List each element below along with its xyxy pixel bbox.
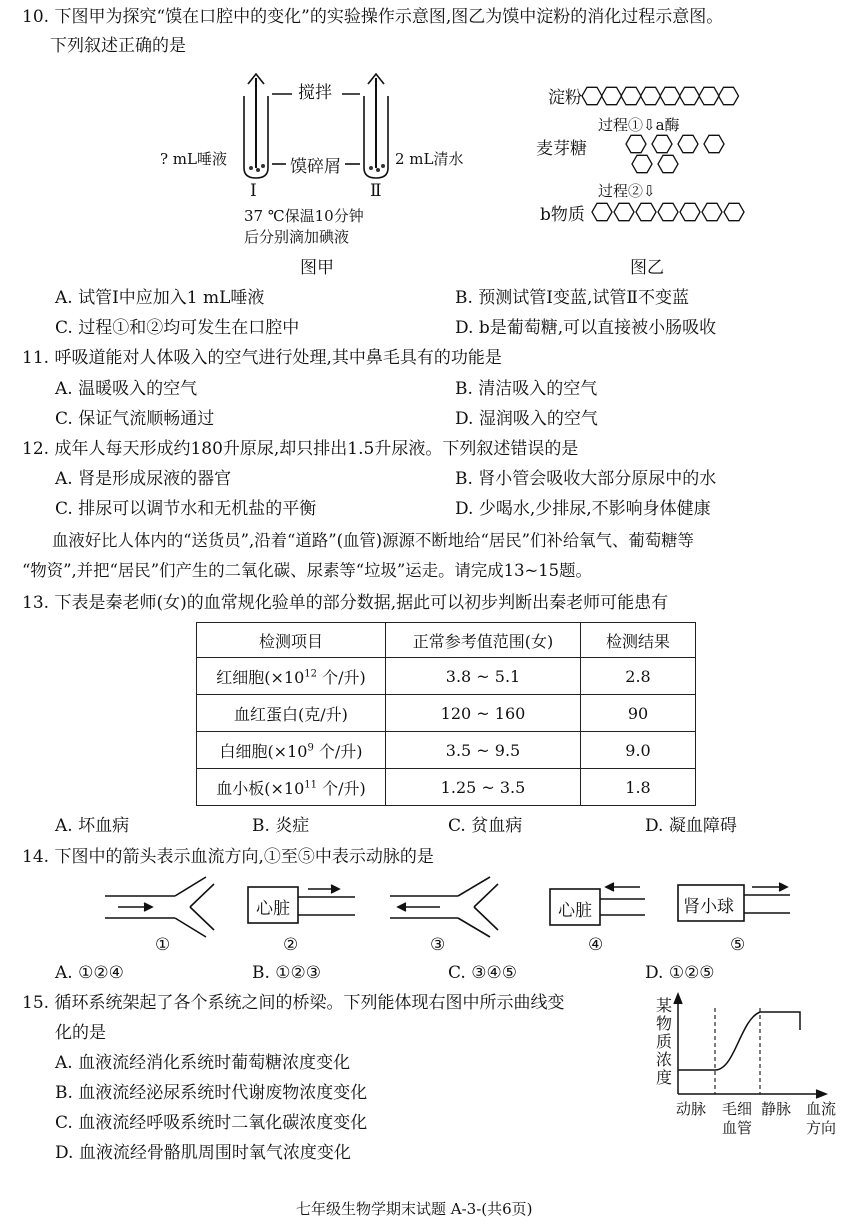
fig1-note-line1: 37 ℃保温10分钟 bbox=[244, 207, 364, 225]
q13-option-b[interactable]: B. 炎症 bbox=[252, 816, 310, 836]
table-cell-item: 血小板($\times 10^{11}$ 个/升) bbox=[197, 769, 386, 806]
fig1-note-line2: 后分别滴加碘液 bbox=[244, 228, 350, 246]
glucose-unit-hexagon bbox=[680, 203, 700, 220]
fig2-b-substance-label: b物质 bbox=[540, 205, 585, 225]
table-cell-range: 3.5 ~ 9.5 bbox=[386, 732, 581, 769]
graph-x-direction-line1: 血流 bbox=[806, 1100, 837, 1118]
table-cell-result: 1.8 bbox=[581, 769, 696, 806]
graph-y-label: 某 物 质 浓 度 bbox=[656, 996, 673, 1087]
graph-x-direction-line2: 方向 bbox=[806, 1119, 837, 1137]
fig2-caption: 图乙 bbox=[630, 258, 664, 278]
q14-option-d[interactable]: D. ①②⑤ bbox=[645, 963, 715, 983]
table-cell-item: 白细胞($\times 10^9$ 个/升) bbox=[197, 732, 386, 769]
diagram-label-2: ② bbox=[283, 935, 299, 955]
glucose-unit-hexagon bbox=[719, 87, 739, 104]
glucose-unit-hexagon bbox=[602, 87, 622, 104]
intro-passage-line1: 血液好比人体内的“送货员”,沿着“道路”(血管)源源不断地给“居民”们补给氧气、葡萄糖等 bbox=[52, 531, 694, 550]
heart-label-4: 心脏 bbox=[558, 901, 592, 921]
table-cell-item: 血红蛋白(克/升) bbox=[197, 695, 386, 732]
q11-option-b[interactable]: B. 清洁吸入的空气 bbox=[455, 379, 598, 399]
q14-option-b[interactable]: B. ①②③ bbox=[252, 963, 322, 983]
glucose-unit-hexagon bbox=[704, 135, 724, 152]
q15-option-b[interactable]: B. 血液流经泌尿系统时代谢废物浓度变化 bbox=[55, 1083, 368, 1103]
table-header: 正常参考值范围(女) bbox=[386, 623, 581, 658]
q14-stem: 14. 下图中的箭头表示血流方向,①至⑤中表示动脉的是 bbox=[22, 847, 434, 867]
table-header-row bbox=[197, 623, 696, 658]
q13-option-c[interactable]: C. 贫血病 bbox=[448, 816, 523, 836]
glucose-unit-hexagon bbox=[702, 203, 722, 220]
q13-option-a[interactable]: A. 坏血病 bbox=[55, 816, 130, 836]
q15-stem-line2: 化的是 bbox=[55, 1023, 106, 1043]
table-row bbox=[197, 695, 696, 732]
q10-option-b[interactable]: B. 预测试管Ⅰ变蓝,试管Ⅱ不变蓝 bbox=[455, 288, 689, 308]
fig1-stir-label: 搅拌 bbox=[298, 83, 332, 103]
fig1-tube2-label: Ⅱ bbox=[370, 181, 382, 201]
heart-label-2: 心脏 bbox=[256, 899, 290, 919]
q15-option-c[interactable]: C. 血液流经呼吸系统时二氧化碳浓度变化 bbox=[55, 1113, 368, 1133]
glucose-unit-hexagon bbox=[680, 87, 700, 104]
blood-test-table bbox=[196, 622, 696, 806]
q15-stem-line1: 15. 循环系统架起了各个系统之间的桥梁。下列能体现右图中所示曲线变 bbox=[22, 993, 565, 1013]
q11-stem: 11. 呼吸道能对人体吸入的空气进行处理,其中鼻毛具有的功能是 bbox=[22, 348, 502, 368]
fig1-crumbs-label: 馍碎屑 bbox=[290, 157, 341, 177]
table-cell-range: 3.8 ~ 5.1 bbox=[386, 658, 581, 695]
fig1-caption: 图甲 bbox=[300, 258, 334, 278]
glomerulus-label: 肾小球 bbox=[683, 897, 734, 917]
table-cell-item: 红细胞($\times 10^{12}$ 个/升) bbox=[197, 658, 386, 695]
glucose-unit-hexagon bbox=[660, 87, 680, 104]
table-row bbox=[197, 658, 696, 695]
fig1-saliva-label: ? mL唾液 bbox=[160, 150, 227, 168]
table-row bbox=[197, 732, 696, 769]
table-cell-range: 1.25 ~ 3.5 bbox=[386, 769, 581, 806]
table-cell-result: 9.0 bbox=[581, 732, 696, 769]
q14-option-c[interactable]: C. ③④⑤ bbox=[448, 963, 517, 983]
q12-option-a[interactable]: A. 肾是形成尿液的器官 bbox=[55, 469, 232, 489]
glucose-unit-hexagon bbox=[626, 135, 646, 152]
q12-option-b[interactable]: B. 肾小管会吸收大部分原尿中的水 bbox=[455, 469, 717, 489]
fig2-starch-label: 淀粉 bbox=[548, 88, 582, 108]
q15-option-a[interactable]: A. 血液流经消化系统时葡萄糖浓度变化 bbox=[55, 1053, 351, 1073]
q10-option-d[interactable]: D. b是葡萄糖,可以直接被小肠吸收 bbox=[455, 318, 717, 338]
glucose-unit-hexagon bbox=[658, 155, 678, 172]
graph-x-artery: 动脉 bbox=[676, 1100, 707, 1118]
glucose-unit-hexagon bbox=[632, 155, 652, 172]
q15-option-d[interactable]: D. 血液流经骨骼肌周围时氧气浓度变化 bbox=[55, 1143, 351, 1163]
table-header: 检测结果 bbox=[581, 623, 696, 658]
table-cell-range: 120 ~ 160 bbox=[386, 695, 581, 732]
q12-option-d[interactable]: D. 少喝水,少排尿,不影响身体健康 bbox=[455, 499, 711, 519]
diagram-label-1: ① bbox=[155, 935, 171, 955]
q12-option-c[interactable]: C. 排尿可以调节水和无机盐的平衡 bbox=[55, 499, 317, 519]
table-row bbox=[197, 769, 696, 806]
q11-option-d[interactable]: D. 湿润吸入的空气 bbox=[455, 409, 598, 429]
graph-x-capillary-line2: 血管 bbox=[722, 1119, 753, 1137]
glucose-unit-hexagon bbox=[636, 203, 656, 220]
glucose-unit-hexagon bbox=[658, 203, 678, 220]
q11-option-c[interactable]: C. 保证气流顺畅通过 bbox=[55, 409, 215, 429]
fig1-tube1-label: Ⅰ bbox=[250, 181, 257, 201]
graph-x-capillary-line1: 毛细 bbox=[722, 1100, 753, 1118]
q10-option-c[interactable]: C. 过程①和②均可发生在口腔中 bbox=[55, 318, 300, 338]
q13-stem: 13. 下表是秦老师(女)的血常规化验单的部分数据,据此可以初步判断出秦老师可能患有 bbox=[22, 593, 669, 613]
glucose-unit-hexagon bbox=[582, 87, 602, 104]
glucose-unit-hexagon bbox=[678, 135, 698, 152]
graph-x-vein: 静脉 bbox=[761, 1100, 792, 1118]
q12-stem: 12. 成年人每天形成约180升原尿,却只排出1.5升尿液。下列叙述错误的是 bbox=[22, 439, 579, 459]
table-cell-result: 2.8 bbox=[581, 658, 696, 695]
glucose-unit-hexagon bbox=[641, 87, 661, 104]
diagram-label-3: ③ bbox=[430, 935, 446, 955]
fig2-process2-label: 过程②⇩ bbox=[598, 182, 656, 200]
diagram-label-4: ④ bbox=[588, 935, 604, 955]
figure-yi-hexagon-chains bbox=[580, 84, 750, 234]
glucose-unit-hexagon bbox=[592, 203, 612, 220]
fig2-maltose-label: 麦芽糖 bbox=[536, 139, 587, 159]
table-cell-result: 90 bbox=[581, 695, 696, 732]
q10-option-a[interactable]: A. 试管Ⅰ中应加入1 mL唾液 bbox=[55, 288, 265, 308]
glucose-unit-hexagon bbox=[652, 135, 672, 152]
diagram-label-5: ⑤ bbox=[730, 935, 746, 955]
concentration-curve bbox=[678, 1012, 800, 1070]
q14-option-a[interactable]: A. ①②④ bbox=[55, 963, 124, 983]
glucose-unit-hexagon bbox=[699, 87, 719, 104]
glucose-unit-hexagon bbox=[724, 203, 744, 220]
fig1-water-label: 2 mL清水 bbox=[395, 150, 464, 168]
glucose-unit-hexagon bbox=[621, 87, 641, 104]
glucose-unit-hexagon bbox=[614, 203, 634, 220]
q10-stem-line2: 下列叙述正确的是 bbox=[50, 36, 186, 56]
q13-option-d[interactable]: D. 凝血障碍 bbox=[645, 816, 737, 836]
q10-stem-line1: 10. 下图甲为探究“馍在口腔中的变化”的实验操作示意图,图乙为馍中淀粉的消化过程示意图。 bbox=[22, 7, 724, 27]
q11-option-a[interactable]: A. 温暖吸入的空气 bbox=[55, 379, 198, 399]
table-header: 检测项目 bbox=[197, 623, 386, 658]
fig2-process1-label: 过程①⇩a酶 bbox=[598, 116, 680, 134]
intro-passage-line2: “物资”,并把“居民”们产生的二氧化碳、尿素等“垃圾”运走。请完成13~15题。 bbox=[22, 561, 592, 580]
page-footer: 七年级生物学期末试题 A-3-(共6页) bbox=[296, 1200, 533, 1218]
